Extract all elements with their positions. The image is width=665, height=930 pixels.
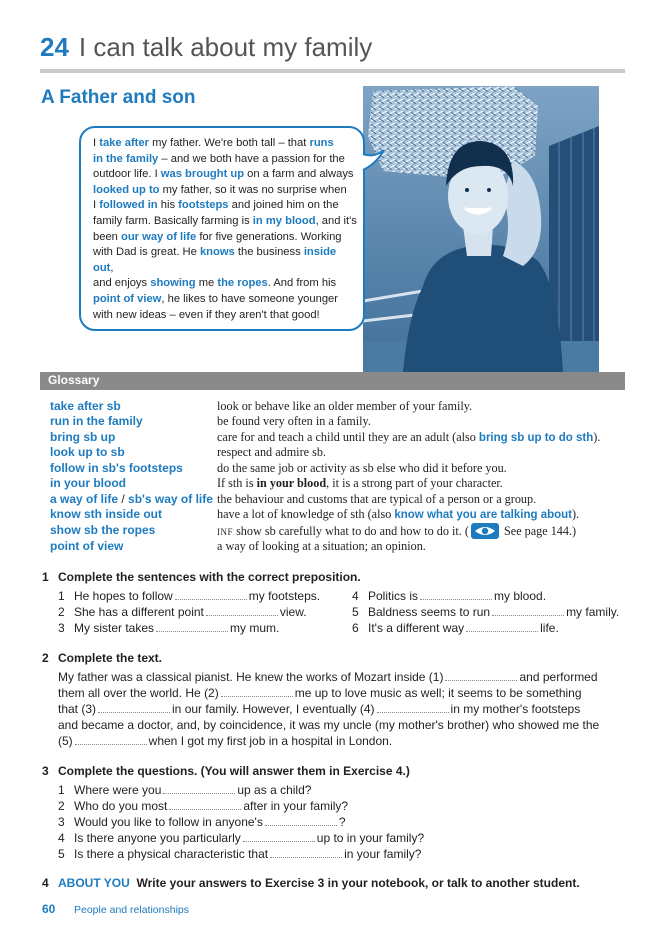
glossary-title: Glossary	[48, 373, 100, 387]
farmer-photo	[363, 86, 599, 372]
glossary-definition: If sth is in your blood, it is a strong part of your character.	[217, 476, 503, 490]
bubble-line: I take after my father. We're both tall – that runs	[93, 137, 334, 149]
exercise-1-item: 3 My sister takes my mum.	[58, 621, 280, 635]
bubble-line: looked up to my father, so it was no surprise when	[93, 183, 347, 196]
exercise-3-item: 4 Is there anyone you particularly up to in your family?	[58, 831, 425, 845]
page-number: 60	[42, 902, 56, 916]
exercise-3-item: 3 Would you like to follow in anyone's ?	[58, 815, 346, 829]
bubble-line: point of view, he likes to have someone younger	[93, 292, 338, 305]
answer-gap[interactable]	[175, 589, 247, 600]
answer-gap[interactable]	[377, 702, 449, 713]
glossary-term: look up to sb	[50, 445, 125, 459]
answer-gap[interactable]	[75, 734, 147, 745]
glossary-definition: have a lot of knowledge of sth (also know what you are talking about).	[217, 507, 580, 521]
exercise-1-item: 4 Politics is my blood.	[352, 589, 547, 603]
answer-gap[interactable]	[98, 702, 170, 713]
glossary-definition: care for and teach a child until they are an adult (also bring sb up to do sth).	[217, 430, 601, 444]
exercise-1-item: 5 Baldness seems to run my family.	[352, 605, 620, 619]
bubble-line: I followed in his footsteps and joined him on the	[93, 199, 339, 212]
section-title: A Father and son	[41, 87, 196, 108]
exercise-2-heading: 2 Complete the text.	[42, 651, 163, 665]
exercise-2-line: them all over the world. He (2) me up to love music as well; it seems to be something	[58, 686, 582, 700]
answer-gap[interactable]	[221, 686, 293, 697]
glossary-definition: the behaviour and customs that are typical of a person or a group.	[217, 492, 537, 506]
unit-title-text: I can talk about my family	[78, 32, 373, 62]
exercise-1-item: 2 She has a different point view.	[58, 605, 307, 619]
glossary-term: follow in sb's footsteps	[50, 461, 183, 475]
glossary-term: a way of life / sb's way of life	[50, 492, 213, 506]
glossary-term: take after sb	[50, 399, 121, 413]
glossary-term: show sb the ropes	[50, 523, 156, 537]
bubble-line: and enjoys showing me the ropes. And from his	[93, 277, 337, 290]
glossary-definition: a way of looking at a situation; an opinion.	[217, 539, 426, 553]
bubble-line: been our way of life for five generations. Working	[93, 230, 342, 243]
eye-icon[interactable]	[471, 523, 499, 539]
answer-gap[interactable]	[156, 621, 228, 632]
exercise-3-item: 1 Where were you up as a child?	[58, 783, 312, 797]
glossary-term: point of view	[50, 539, 124, 553]
glossary-bar	[40, 372, 625, 390]
glossary-definition: respect and admire sb.	[217, 445, 326, 459]
answer-gap[interactable]	[169, 799, 241, 810]
speech-bubble-tail	[362, 148, 386, 178]
bubble-line: outdoor life. I was brought up on a farm and always	[93, 168, 354, 181]
bubble-line: in the family – and we both have a passion for the	[93, 152, 345, 165]
bubble-text	[93, 136, 359, 323]
answer-gap[interactable]	[206, 605, 278, 616]
exercise-4-heading: 4 ABOUT YOU Write your answers to Exercise 3 in your notebook, or talk to another student.	[42, 876, 580, 890]
bubble-line: with new ideas – even if they aren't that good!	[93, 308, 320, 321]
exercise-2-line: (5) when I got my first job in a hospital in London.	[58, 734, 393, 748]
glossary-definition: look or behave like an older member of your family.	[217, 399, 473, 413]
exercise-1-item: 6 It's a different way life.	[352, 621, 559, 635]
exercise-2-line: that (3) in our family. However, I eventually (4) in my mother's footsteps	[58, 702, 581, 716]
exercise-3-item: 5 Is there a physical characteristic that in your family?	[58, 847, 422, 861]
answer-gap[interactable]	[163, 783, 235, 794]
glossary-term: know sth inside out	[50, 507, 163, 521]
answer-gap[interactable]	[243, 831, 315, 842]
exercise-2-line: My father was a classical pianist. He knew the works of Mozart inside (1) and performed	[58, 670, 598, 684]
glossary-definition: do the same job or activity as sb else who did it before you.	[217, 461, 507, 475]
answer-gap[interactable]	[466, 621, 538, 632]
exercise-3-heading: 3 Complete the questions. (You will answer them in Exercise 4.)	[42, 764, 410, 778]
exercise-3-item: 2 Who do you most after in your family?	[58, 799, 349, 813]
answer-gap[interactable]	[492, 605, 564, 616]
unit-number: 24	[40, 32, 69, 62]
exercise-2-line: and became a doctor, and, by coincidence, it was my uncle (my mother's brother) who showed me the	[58, 718, 600, 732]
header-rule	[40, 69, 625, 73]
answer-gap[interactable]	[270, 847, 342, 858]
speech-bubble	[79, 126, 365, 331]
exercise-1-item: 1 He hopes to follow my footsteps.	[58, 589, 321, 603]
glossary-definition: INF show sb carefully what to do and how to do it. ( See page 144.)	[217, 524, 577, 538]
glossary-term: run in the family	[50, 414, 143, 428]
glossary-term: in your blood	[50, 476, 126, 490]
glossary-term: bring sb up	[50, 430, 116, 444]
answer-gap[interactable]	[445, 670, 517, 681]
answer-gap[interactable]	[265, 815, 337, 826]
answer-gap[interactable]	[420, 589, 492, 600]
bubble-line: family farm. Basically farming is in my blood, and it's	[93, 214, 357, 227]
exercise-1-heading: 1 Complete the sentences with the correct preposition.	[42, 570, 361, 584]
glossary-definition: be found very often in a family.	[217, 414, 371, 428]
footer-section: People and relationships	[74, 904, 189, 916]
unit-title	[40, 32, 372, 63]
bubble-line: with Dad is great. He knows the business inside out,	[93, 246, 337, 274]
